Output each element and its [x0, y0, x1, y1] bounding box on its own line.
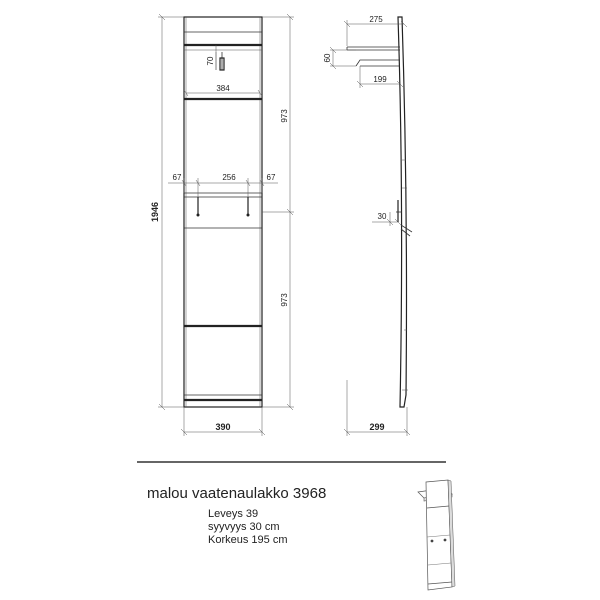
front-panel-outline	[184, 17, 262, 407]
dim-shelf-depth: 275	[369, 15, 383, 24]
dim-depth: 299	[369, 422, 385, 432]
dim-hook-left: 67	[172, 173, 182, 182]
dim-width: 390	[215, 422, 231, 432]
hook-right-knob	[247, 214, 250, 217]
dim-shelf-width: 384	[216, 84, 230, 93]
dim-rail-depth: 199	[373, 75, 387, 84]
spec-depth: syyvyys 30 cm	[208, 521, 280, 533]
product-title: malou vaatenaulakko 3968	[147, 485, 327, 502]
dim-shelf-height: 60	[323, 53, 332, 63]
spec-width: Leveys 39	[208, 508, 259, 520]
dim-lower-panel: 973	[280, 293, 289, 307]
dim-hook-right: 67	[266, 173, 276, 182]
product-thumbnail	[418, 480, 455, 590]
hook-left-knob	[197, 214, 200, 217]
dim-hook-offset: 70	[206, 56, 215, 66]
front-view	[150, 14, 294, 436]
dim-total-height: 1946	[150, 201, 160, 223]
dim-upper-panel: 973	[280, 109, 289, 123]
dim-hook-spacing: 256	[222, 173, 236, 182]
side-view	[323, 15, 412, 436]
dim-hook-depth: 30	[377, 212, 387, 221]
spec-height: Korkeus 195 cm	[208, 534, 288, 546]
